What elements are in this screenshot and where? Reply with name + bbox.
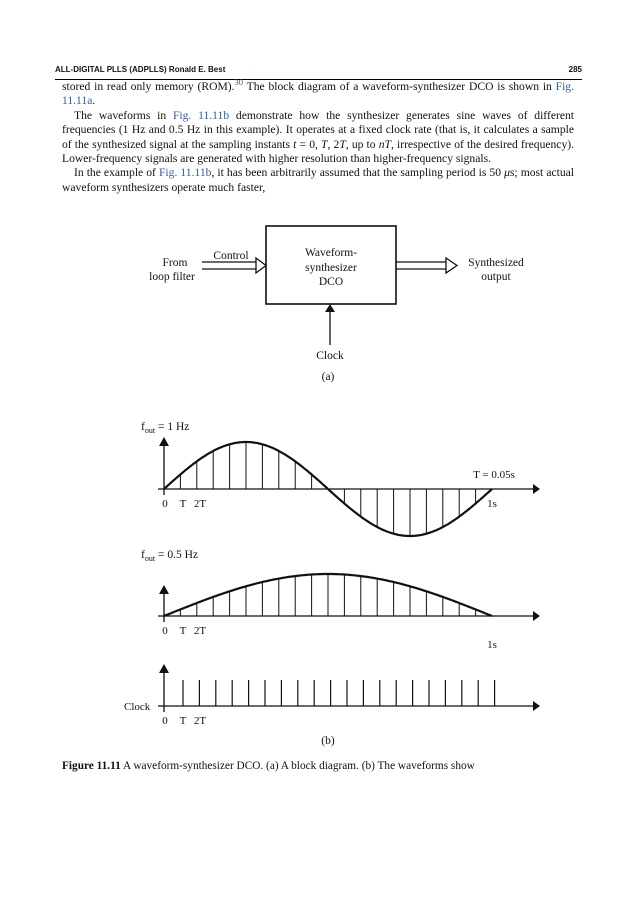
- clock-tick-2T: 2T: [193, 715, 207, 727]
- input-label-line2: loop filter: [149, 271, 195, 283]
- clock-label-a: Clock: [316, 350, 344, 362]
- wave2-tick-T: T: [179, 625, 187, 637]
- input-label-line1: From: [162, 257, 188, 269]
- output-label-line1: Synthesized: [468, 257, 524, 269]
- wave1-tick-0: 0: [162, 498, 168, 510]
- caption-text: A waveform-synthesizer DCO. (a) A block diagram. (b) The waveforms show: [120, 760, 475, 772]
- clock-tick-0: 0: [162, 715, 168, 727]
- block-label-line3: DCO: [318, 276, 344, 288]
- control-arrow-head: [256, 258, 266, 273]
- paragraph-2: The waveforms in Fig. 11.11b demonstrate how the synthesizer generates sine waves of different frequencies (1 Hz and 0.5 Hz in this example). It operates at a fixed clock rate (that is, it calculates a sample of the synthesized signal at the sampling instants t = 0, T, 2T, up to nT, irrespective of the desired frequency). Lower-frequency signals are generated with higher resolution than higher-frequency signals.: [62, 108, 575, 166]
- panel-label-b: (b): [321, 735, 335, 747]
- page-number: 285: [568, 65, 582, 74]
- clock-x-arrow: [533, 701, 540, 711]
- waveform-0p5hz: [141, 549, 540, 651]
- clock-pulses: [183, 680, 495, 706]
- figure-caption: [62, 760, 577, 772]
- wave2-sample-lines: [180, 574, 475, 616]
- wave2-tick-1s: 1s: [487, 639, 497, 651]
- output-label-line2: output: [481, 271, 511, 283]
- wave1-tick-T: T: [179, 498, 187, 510]
- wave1-period-note: T = 0.05s: [473, 469, 515, 481]
- panel-label-a: (a): [321, 371, 335, 383]
- running-title: ALL-DIGITAL PLLS (ADPLLS) Ronald E. Best: [55, 65, 226, 74]
- clock-waveform: [124, 664, 540, 727]
- wave1-x-arrow: [533, 484, 540, 494]
- figure-number: Figure 11.11: [62, 760, 121, 772]
- clock-tick-T: T: [179, 715, 187, 727]
- wave1-tick-2T: 2T: [193, 498, 207, 510]
- footnote-ref-30[interactable]: 30: [234, 77, 244, 87]
- wave1-tick-1s: 1s: [487, 498, 497, 510]
- figure-link-11-11b-2[interactable]: Fig. 11.11b: [158, 166, 212, 180]
- clock-label-b: Clock: [124, 701, 151, 713]
- output-arrow-head: [446, 258, 457, 273]
- figure-link-11-11a[interactable]: Fig. 11.11a: [62, 80, 575, 108]
- clock-arrow-head: [325, 304, 335, 312]
- paragraph-1: stored in read only memory (ROM).$^{30}$ The block diagram of a waveform-synthesizer DCO is shown in Fig. 11.11a.: [62, 77, 575, 108]
- wave2-tick-0: 0: [162, 625, 168, 637]
- control-label: Control: [213, 250, 249, 262]
- block-label-line1: Waveform-: [304, 247, 358, 259]
- waveform-1hz: [141, 421, 540, 536]
- figure-link-11-11b[interactable]: Fig. 11.11b: [172, 108, 230, 122]
- wave2-label: $f_{out} = 0.5$ Hz: [141, 549, 198, 563]
- wave1-label: $f_{out} = 1$ Hz: [141, 421, 190, 435]
- clock-y-arrow: [159, 664, 169, 673]
- block-label-line2: synthesizer: [305, 262, 357, 274]
- wave2-tick-2T: 2T: [193, 625, 207, 637]
- wave2-x-arrow: [533, 611, 540, 621]
- wave1-y-arrow: [159, 437, 169, 446]
- paragraph-3: In the example of Fig. 11.11b, it has been arbitrarily assumed that the sampling period is 50 μs; most actual waveform synthesizers operate much faster,: [62, 166, 574, 194]
- wave2-y-arrow: [159, 585, 169, 594]
